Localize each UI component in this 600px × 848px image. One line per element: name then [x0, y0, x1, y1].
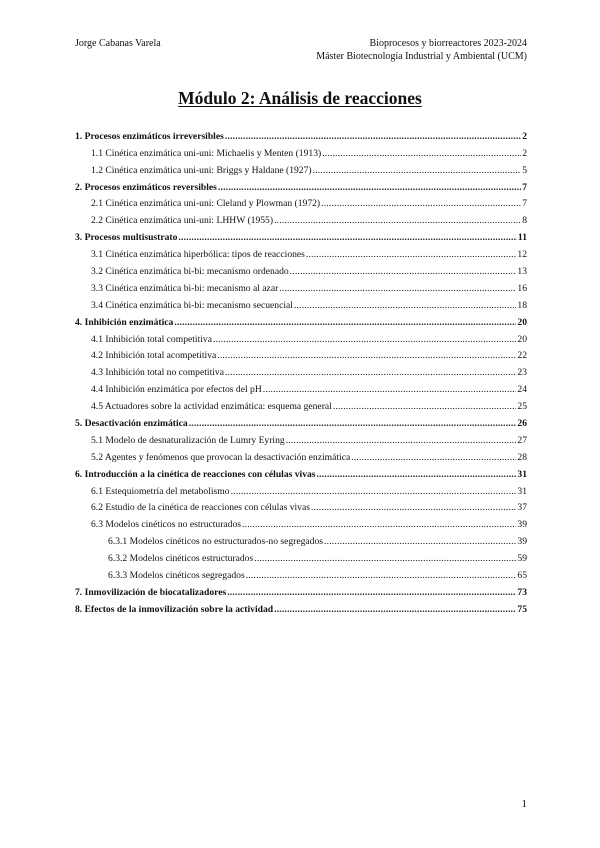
toc-entry-page: 7 [522, 181, 527, 193]
toc-entry-label: 2. Procesos enzimáticos reversibles [75, 181, 217, 193]
toc-entry-label: 4. Inhibición enzimática [75, 316, 174, 328]
toc-entry-label: 3.3 Cinética enzimática bi-bi: mecanismo al azar [91, 282, 279, 294]
toc-entry-page: 11 [517, 232, 527, 244]
toc-dot-leader [351, 452, 516, 464]
toc-dot-leader [263, 384, 517, 396]
toc-entry[interactable] [75, 346, 527, 363]
toc-dot-leader [217, 350, 516, 362]
toc-entry-page: 65 [517, 570, 527, 582]
toc-entry[interactable] [75, 143, 527, 160]
toc-entry-page: 23 [517, 367, 527, 379]
toc-entry[interactable] [75, 210, 527, 227]
toc-entry-page: 18 [517, 299, 527, 311]
toc-entry-label: 3.1 Cinética enzimática hiperbólica: tipos de reacciones [91, 249, 305, 261]
toc-entry-label: 6.3.2 Modelos cinéticos estructurados [108, 553, 254, 565]
toc-dot-leader [294, 300, 516, 312]
header-course-info [316, 37, 527, 63]
toc-entry-label: 6.3.3 Modelos cinéticos segregados [108, 570, 245, 582]
toc-entry-page: 2 [522, 147, 527, 159]
toc-entry-label: 8. Efectos de la inmovilización sobre la actividad [75, 603, 274, 615]
toc-dot-leader [290, 266, 517, 278]
toc-dot-leader [225, 131, 521, 143]
toc-entry-label: 3. Procesos multisustrato [75, 232, 178, 244]
toc-entry-label: 2.1 Cinética enzimática uni-uni: Cleland y Plowman (1972) [91, 198, 321, 210]
toc-entry[interactable] [75, 582, 527, 599]
toc-entry-label: 5.2 Agentes y fenómenos que provocan la desactivación enzimática [91, 451, 351, 463]
toc-entry[interactable] [75, 244, 527, 261]
toc-entry-label: 4.2 Inhibición total acompetitiva [91, 350, 217, 362]
toc-dot-leader [227, 587, 516, 599]
toc-entry[interactable] [75, 194, 527, 211]
toc-entry-label: 6. Introducción a la cinética de reacciones con células vivas [75, 468, 316, 480]
toc-entry-page: 39 [517, 536, 527, 548]
toc-entry-label: 6.2 Estudio de la cinética de reacciones con células vivas [91, 502, 310, 514]
toc-dot-leader [189, 418, 517, 430]
toc-entry[interactable] [75, 430, 527, 447]
toc-entry-label: 7. Inmovilización de biocatalizadores [75, 586, 227, 598]
toc-entry[interactable] [75, 396, 527, 413]
toc-entry[interactable] [75, 413, 527, 430]
toc-entry-page: 73 [517, 586, 527, 598]
toc-entry-label: 4.4 Inhibición enzimática por efectos del pH [91, 384, 262, 396]
toc-dot-leader [306, 249, 517, 261]
toc-entry[interactable] [75, 481, 527, 498]
toc-entry-page: 31 [517, 485, 527, 497]
toc-entry-page: 31 [517, 468, 527, 480]
toc-entry-label: 4.3 Inhibición total no competitiva [91, 367, 224, 379]
toc-entry[interactable] [75, 177, 527, 194]
toc-entry-label: 6.3.1 Modelos cinéticos no estructurados-no segregados [108, 536, 324, 548]
toc-entry[interactable] [75, 514, 527, 531]
toc-entry[interactable] [75, 278, 527, 295]
toc-entry[interactable] [75, 447, 527, 464]
toc-entry-label: 5. Desactivación enzimática [75, 418, 188, 430]
toc-entry[interactable] [75, 379, 527, 396]
toc-entry-label: 3.4 Cinética enzimática bi-bi: mecanismo secuencial [91, 299, 293, 311]
toc-entry[interactable] [75, 498, 527, 515]
toc-dot-leader [274, 604, 516, 616]
toc-entry-page: 8 [522, 215, 527, 227]
toc-entry[interactable] [75, 531, 527, 548]
toc-entry-page: 75 [517, 603, 527, 615]
toc-entry[interactable] [75, 126, 527, 143]
toc-entry-label: 1.1 Cinética enzimática uni-uni: Michaelis y Menten (1913) [91, 147, 322, 159]
toc-dot-leader [317, 469, 517, 481]
toc-entry[interactable] [75, 295, 527, 312]
toc-entry[interactable] [75, 565, 527, 582]
toc-dot-leader [174, 317, 516, 329]
toc-dot-leader [286, 435, 517, 447]
toc-entry-label: 6.1 Estequiometría del metabolismo [91, 485, 230, 497]
toc-entry[interactable] [75, 261, 527, 278]
toc-dot-leader [246, 570, 517, 582]
toc-entry-page: 24 [517, 384, 527, 396]
toc-entry-page: 20 [517, 316, 527, 328]
toc-entry-page: 26 [517, 418, 527, 430]
page-number: 1 [521, 798, 527, 810]
toc-entry[interactable] [75, 312, 527, 329]
toc-dot-leader [218, 182, 521, 194]
toc-entry-page: 25 [517, 401, 527, 413]
toc-dot-leader [324, 536, 516, 548]
toc-entry-page: 16 [517, 282, 527, 294]
toc-entry-page: 27 [517, 434, 527, 446]
toc-entry-label: 4.1 Inhibición total competitiva [91, 333, 212, 345]
toc-entry-page: 37 [517, 502, 527, 514]
toc-dot-leader [321, 198, 521, 210]
toc-entry-page: 12 [517, 249, 527, 261]
toc-entry-label: 1.2 Cinética enzimática uni-uni: Briggs y Haldane (1927) [91, 164, 312, 176]
toc-dot-leader [225, 367, 516, 379]
toc-dot-leader [311, 502, 516, 514]
toc-entry-page: 59 [517, 553, 527, 565]
header-course: Bioprocesos y biorreactores 2023-2024 [369, 38, 527, 49]
toc-entry-label: 5.1 Modelo de desnaturalización de Lumry Eyring [91, 434, 285, 446]
toc-entry-label: 3.2 Cinética enzimática bi-bi: mecanismo ordenado [91, 266, 289, 278]
toc-entry[interactable] [75, 362, 527, 379]
toc-dot-leader [279, 283, 516, 295]
toc-entry-label: 6.3 Modelos cinéticos no estructurados [91, 519, 242, 531]
table-of-contents [75, 126, 527, 616]
toc-entry-label: 4.5 Actuadores sobre la actividad enzimática: esquema general [91, 401, 332, 413]
toc-entry[interactable] [75, 464, 527, 481]
toc-entry-label: 1. Procesos enzimáticos irreversibles [75, 130, 224, 142]
header-program: Máster Biotecnología Industrial y Ambiental (UCM) [316, 51, 527, 62]
toc-dot-leader [313, 165, 522, 177]
toc-dot-leader [213, 334, 516, 346]
toc-entry-page: 22 [517, 350, 527, 362]
toc-dot-leader [178, 232, 517, 244]
toc-entry-page: 7 [522, 198, 527, 210]
toc-dot-leader [231, 486, 517, 498]
toc-entry[interactable] [75, 548, 527, 565]
toc-entry-page: 2 [522, 130, 527, 142]
toc-dot-leader [242, 519, 516, 531]
toc-entry[interactable] [75, 160, 527, 177]
toc-entry[interactable] [75, 599, 527, 616]
toc-dot-leader [254, 553, 516, 565]
toc-dot-leader [333, 401, 517, 413]
toc-entry-page: 13 [517, 266, 527, 278]
header-author: Jorge Cabanas Varela [75, 38, 161, 49]
toc-entry-page: 20 [517, 333, 527, 345]
toc-entry-label: 2.2 Cinética enzimática uni-uni: LHHW (1955) [91, 215, 274, 227]
toc-entry[interactable] [75, 329, 527, 346]
page-title: Módulo 2: Análisis de reacciones [178, 88, 422, 108]
toc-entry-page: 28 [517, 451, 527, 463]
toc-entry-page: 39 [517, 519, 527, 531]
toc-dot-leader [274, 215, 521, 227]
toc-entry-page: 5 [522, 164, 527, 176]
toc-entry[interactable] [75, 227, 527, 244]
toc-dot-leader [322, 148, 521, 160]
